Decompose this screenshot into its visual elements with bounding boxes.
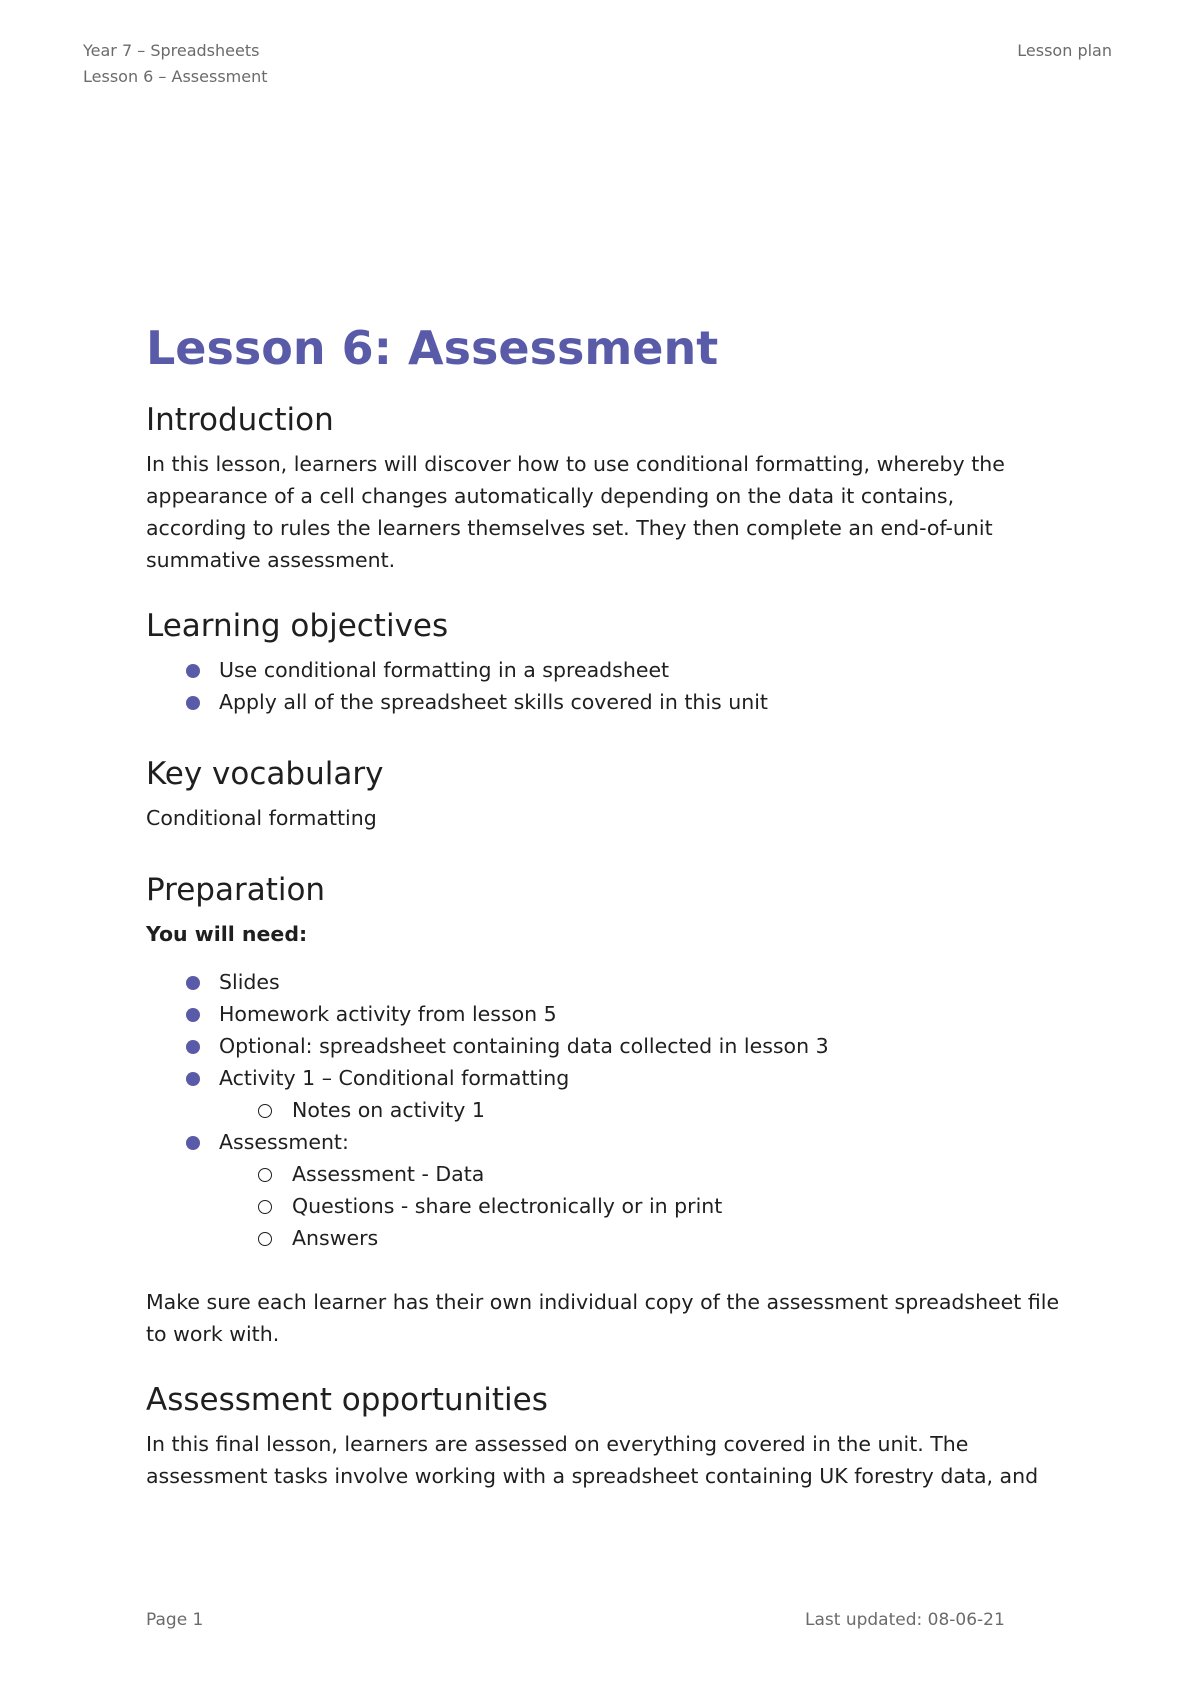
objective-item: Apply all of the spreadsheet skills covered in this unit xyxy=(146,686,1076,718)
preparation-list xyxy=(146,966,1076,1254)
header-doc-type: Lesson plan xyxy=(1017,41,1112,60)
prep-item: Slides xyxy=(146,966,1076,998)
header-lesson: Lesson 6 – Assessment xyxy=(83,67,268,86)
assessment-line: assessment tasks involve working with a spreadsheet containing UK forestry data, and xyxy=(146,1464,1039,1488)
preparation-note xyxy=(146,1286,1076,1350)
objective-item: Use conditional formatting in a spreadsheet xyxy=(146,654,1076,686)
prep-item: Homework activity from lesson 5 xyxy=(146,998,1076,1030)
preparation-heading: Preparation xyxy=(146,872,326,908)
page-title: Lesson 6: Assessment xyxy=(146,321,719,375)
you-will-need-label: You will need: xyxy=(146,922,308,946)
prep-subitem: Notes on activity 1 xyxy=(146,1094,1076,1126)
running-header xyxy=(83,38,268,90)
page-number: Page 1 xyxy=(146,1610,204,1630)
objectives-heading: Learning objectives xyxy=(146,608,449,644)
header-unit: Year 7 – Spreadsheets xyxy=(83,41,260,60)
prep-item: Activity 1 – Conditional formatting xyxy=(146,1062,1076,1094)
prep-subitem: Assessment - Data xyxy=(146,1158,1076,1190)
objectives-list xyxy=(146,654,1076,718)
assessment-line: In this final lesson, learners are assessed on everything covered in the unit. The xyxy=(146,1432,969,1456)
introduction-heading: Introduction xyxy=(146,402,334,438)
vocabulary-text: Conditional formatting xyxy=(146,806,377,830)
prep-subitem: Questions - share electronically or in print xyxy=(146,1190,1076,1222)
prep-item: Assessment: xyxy=(146,1126,1076,1158)
introduction-text xyxy=(146,448,1076,576)
assessment-text xyxy=(146,1428,1076,1492)
prep-note-line: to work with. xyxy=(146,1322,280,1346)
intro-line: summative assessment. xyxy=(146,548,396,572)
prep-note-line: Make sure each learner has their own individual copy of the assessment spreadsheet file xyxy=(146,1290,1060,1314)
prep-subitem: Answers xyxy=(146,1222,1076,1254)
intro-line: according to rules the learners themselves set. They then complete an end-of-unit xyxy=(146,516,993,540)
prep-item: Optional: spreadsheet containing data collected in lesson 3 xyxy=(146,1030,1076,1062)
assessment-heading: Assessment opportunities xyxy=(146,1382,548,1418)
last-updated: Last updated: 08-06-21 xyxy=(805,1610,1005,1630)
vocabulary-heading: Key vocabulary xyxy=(146,756,384,792)
intro-line: In this lesson, learners will discover how to use conditional formatting, whereby the xyxy=(146,452,1005,476)
page-content xyxy=(146,318,1076,1492)
intro-line: appearance of a cell changes automatically depending on the data it contains, xyxy=(146,484,955,508)
